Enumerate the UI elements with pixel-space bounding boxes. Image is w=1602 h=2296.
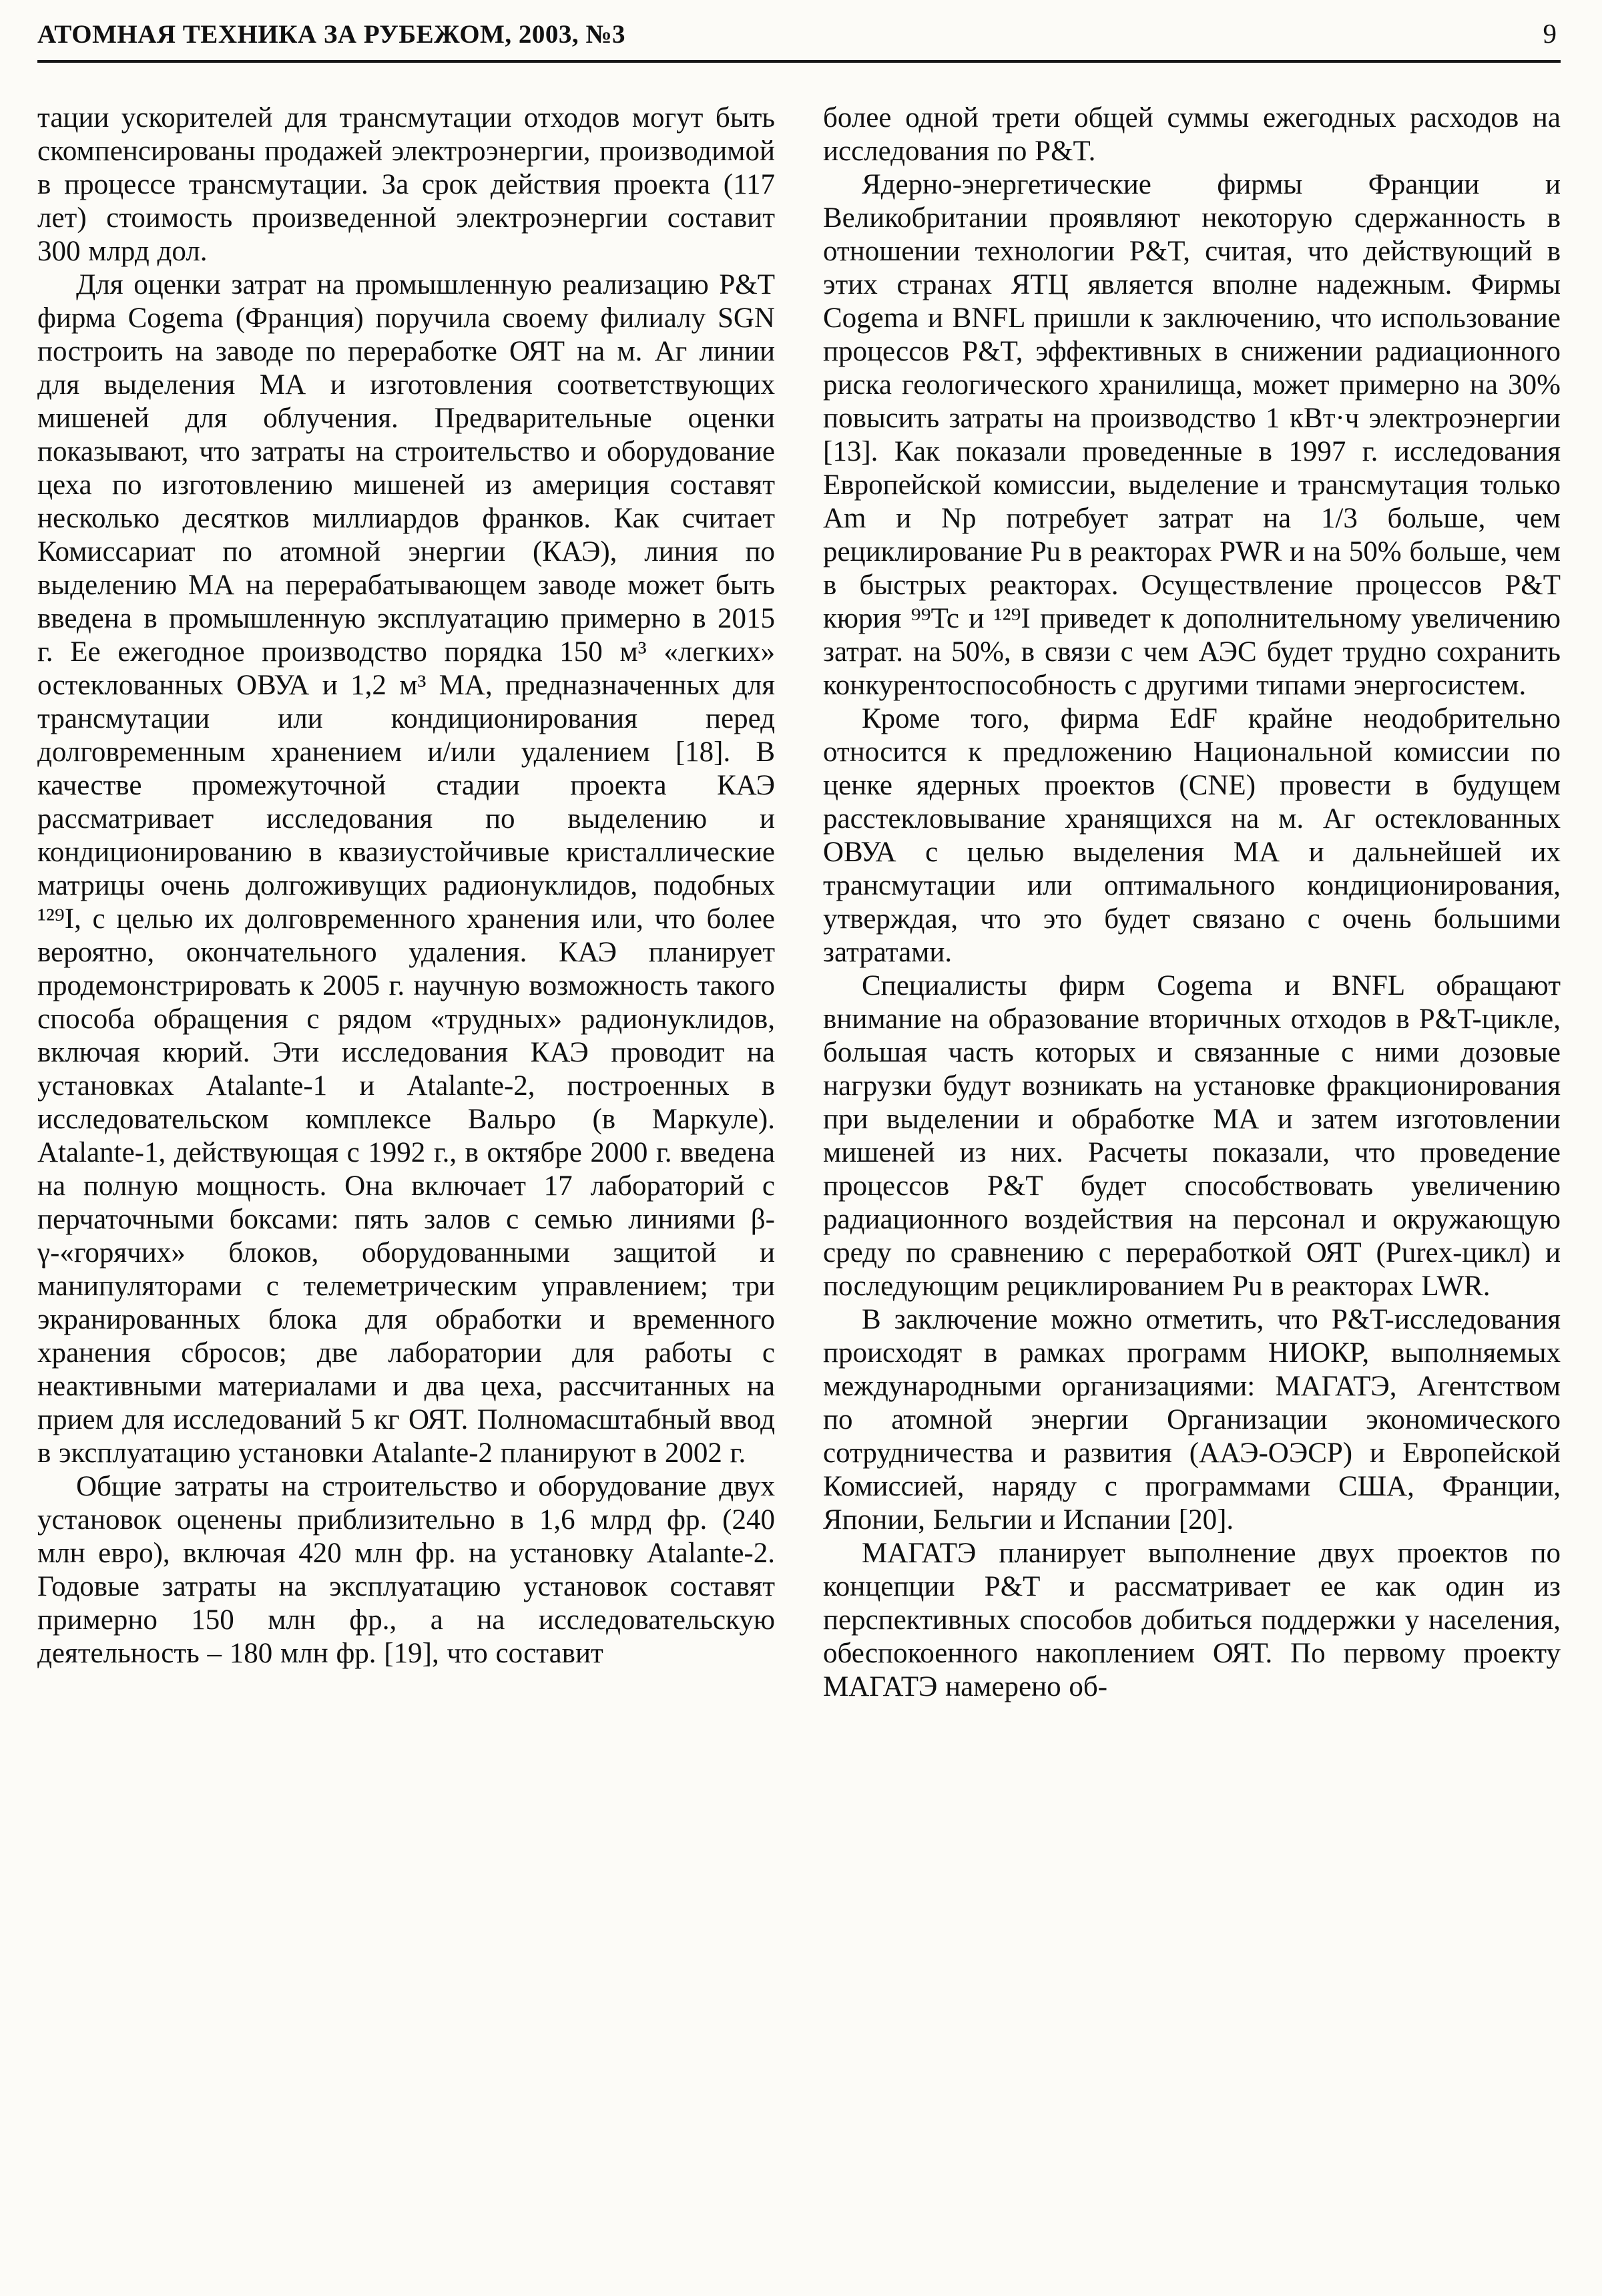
paragraph: Специалисты фирм Cogema и BNFL обращают внимание на образование вторичных отходов в P&T-цикле, большая часть которых и связанные с ними дозовые нагрузки будут возникать на установке фракционирования при выделении и обработке МА и затем изготовлении мишеней из них. Расчеты показали, что проведение процессов P&T будет способствовать увеличению радиационного воздействия на персонал и окружающую среду по сравнению с переработкой ОЯТ (Purex-цикл) и последующим рециклированием Pu в реакторах LWR. — [823, 970, 1561, 1302]
paragraph: Ядерно-энергетические фирмы Франции и Великобритании проявляют некоторую сдержанность в отношении технологии P&T, считая, что действующий в этих странах ЯТЦ является вполне надежным. Фирмы Cogema и BNFL пришли к заключению, что использование процессов P&T, эффективных в снижении радиационного риска геологического хранилища, может примерно на 30% повысить затраты на производство 1 кВт·ч электроэнергии [13]. Как показали проведенные в 1997 г. исследования Европейской комиссии, выделение и трансмутация только Am и Np потребует затрат на 1/3 больше, чем рециклирование Pu в реакторах PWR и на 50% больше, чем в быстрых реакторах. Осуществление процессов P&T кюрия ⁹⁹Tc и ¹²⁹I приведет к дополнительному увеличению затрат. на 50%, в связи с чем АЭС будет трудно сохранить конкурентоспособность с другими типами энергосистем. — [823, 169, 1561, 701]
journal-title: АТОМНАЯ ТЕХНИКА ЗА РУБЕЖОМ, 2003, №3 — [37, 20, 626, 49]
page-header — [37, 17, 1561, 49]
paragraph-continuation: тации ускорителей для трансмутации отходов могут быть скомпенсированы продажей электроэнергии, производимой в процессе трансмутации. За срок действия проекта (117 лет) стоимость произведенной электроэнергии составит 300 млрд дол. — [37, 102, 775, 267]
header-rule — [37, 60, 1561, 63]
paragraph: МАГАТЭ планирует выполнение двух проектов по концепции P&T и рассматривает ее как один из перспективных способов добиться поддержки у населения, обеспокоенного накоплением ОЯТ. По первому проекту МАГАТЭ намерено об- — [823, 1538, 1561, 1702]
paragraph: Общие затраты на строительство и оборудование двух установок оценены приблизительно в 1,6 млрд фр. (240 млн евро), включая 420 млн фр. на установку Atalante-2. Годовые затраты на эксплуатацию установок составят примерно 150 млн фр., а на исследовательскую деятельность – 180 млн фр. [19], что составит — [37, 1471, 775, 1669]
left-column — [37, 101, 775, 1704]
paragraph-continuation: более одной трети общей суммы ежегодных расходов на исследования по P&T. — [823, 102, 1561, 167]
paragraph: В заключение можно отметить, что P&T-исследования происходят в рамках программ НИОКР, выполняемых международными организациями: МАГАТЭ, Агентством по атомной энергии Организации экономического сотрудничества и развития (ААЭ-ОЭСР) и Европейской Комиссией, наряду с программами США, Франции, Японии, Бельгии и Испании [20]. — [823, 1304, 1561, 1536]
paragraph: Кроме того, фирма EdF крайне неодобрительно относится к предложению Национальной комиссии по ценке ядерных проектов (CNE) провести в будущем расстекловывание хранящихся на м. Аг остеклованных ОВУА с целью выделения МА и дальнейшей их трансмутации или оптимального кондиционирования, утверждая, что это будет связано с очень большими затратами. — [823, 703, 1561, 968]
content-columns — [37, 101, 1561, 1704]
page-number: 9 — [1543, 18, 1557, 49]
right-column — [823, 101, 1561, 1704]
paragraph: Для оценки затрат на промышленную реализацию P&T фирма Cogema (Франция) поручила своему филиалу SGN построить на заводе по переработке ОЯТ на м. Аг линии для выделения МА и изготовления соответствующих мишеней для облучения. Предварительные оценки показывают, что затраты на строительство и оборудование цеха по изготовлению мишеней из америция составят несколько десятков миллиардов франков. Как считает Комиссариат по атомной энергии (КАЭ), линия по выделению МА на перерабатывающем заводе может быть введена в промышленную эксплуатацию примерно в 2015 г. Ее ежегодное производство порядка 150 м³ «легких» остеклованных ОВУА и 1,2 м³ МА, предназначенных для трансмутации или кондиционирования перед долговременным хранением и/или удалением [18]. В качестве промежуточной стадии проекта КАЭ рассматривает исследования по выделению и кондиционированию в квазиустойчивые кристаллические матрицы очень долгоживущих радионуклидов, подобных ¹²⁹I, с целью их долговременного хранения или, что более вероятно, окончательного удаления. КАЭ планирует продемонстрировать к 2005 г. научную возможность такого способа обращения с рядом «трудных» радионуклидов, включая кюрий. Эти исследования КАЭ проводит на установках Atalante-1 и Atalante-2, построенных в исследовательском комплексе Вальро (в Маркуле). Atalante-1, действующая с 1992 г., в октябре 2000 г. введена на полную мощность. Она включает 17 лабораторий с перчаточными боксами: пять залов с семью линиями β- γ-«горячих» блоков, оборудованными защитой и манипуляторами с телеметрическим управлением; три экранированных блока для обработки и временного хранения сбросов; две лаборатории для работы с неактивными материалами и два цеха, рассчитанных на прием для исследований 5 кг ОЯТ. Полномасштабный ввод в эксплуатацию установки Atalante-2 планируют в 2002 г. — [37, 269, 775, 1469]
